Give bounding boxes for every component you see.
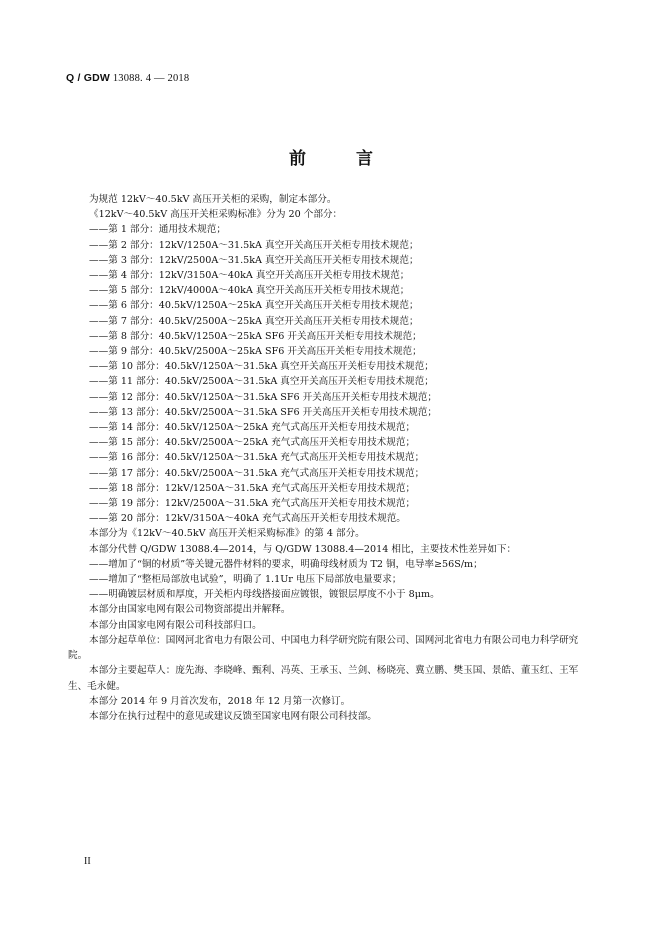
paragraph: 本部分在执行过程中的意见或建议反馈至国家电网有限公司科技部。 [89, 710, 377, 722]
drafters: 本部分主要起草人：庞先海、李晓峰、甄利、冯英、王承玉、兰剑、杨晓亮、冀立鹏、樊玉国、景皓、董玉红、王军生、毛永健。 [68, 665, 579, 692]
intro-line: 为规范 12kV～40.5kV 高压开关柜的采购，制定本部分。 [89, 194, 337, 205]
paragraph: 本部分代替 Q/GDW 13088.4—2014，与 Q/GDW 13088.4—2014 相比，主要技术性差异如下： [89, 543, 517, 555]
part-item: ——第 14 部分：40.5kV/1250A～25kA 充气式高压开关柜专用技术规范； [89, 422, 416, 434]
part-item: ——第 13 部分：40.5kV/2500A～31.5kA SF6 开关高压开关柜专用技术规范； [89, 406, 437, 418]
page-title: 前 言 [289, 149, 395, 169]
foreword-body [68, 192, 592, 724]
document-header [66, 72, 189, 84]
part-item: ——第 3 部分：12kV/2500A～31.5kA 真空开关高压开关柜专用技术规范； [89, 254, 419, 266]
part-item: ——第 16 部分：40.5kV/1250A～31.5kA 充气式高压开关柜专用技术规范； [89, 452, 425, 464]
part-item: ——第 12 部分：40.5kV/1250A～31.5kA SF6 开关高压开关柜专用技术规范； [89, 391, 437, 403]
paragraph: 本部分 2014 年 9 月首次发布，2018 年 12 月第一次修订。 [89, 695, 351, 707]
part-item: ——第 20 部分：12kV/3150A～40kA 充气式高压开关柜专用技术规范。 [89, 513, 406, 525]
standard-code: Q / GDW [66, 72, 110, 84]
part-item: ——第 1 部分：通用技术规范； [89, 224, 226, 236]
part-item: ——第 2 部分：12kV/1250A～31.5kA 真空开关高压开关柜专用技术规范； [89, 239, 419, 251]
part-item: ——第 4 部分：12kV/3150A～40kA 真空开关高压开关柜专用技术规范； [89, 270, 410, 282]
part-item: ——第 15 部分：40.5kV/2500A～25kA 充气式高压开关柜专用技术规范； [89, 437, 416, 449]
drafting-units: 本部分起草单位：国网河北省电力有限公司、中国电力科学研究院有限公司、国网河北省电力有限公司电力科学研究院。 [68, 634, 579, 662]
part-item: ——第 9 部分：40.5kV/2500A～25kA SF6 开关高压开关柜专用技术规范； [89, 346, 422, 358]
change-item: ——增加了“铜的材质”等关键元器件材料的要求，明确母线材质为 T2 铜，电导率≥56S/m； [89, 558, 483, 570]
part-item: ——第 11 部分：40.5kV/2500A～31.5kA 真空开关高压开关柜专用技术规范； [89, 376, 434, 388]
page-number: II [84, 856, 91, 867]
part-item: ——第 17 部分：40.5kV/2500A～31.5kA 充气式高压开关柜专用技术规范； [89, 467, 425, 479]
standard-number: 13088. 4 — 2018 [112, 73, 190, 84]
paragraph: 本部分为《12kV～40.5kV 高压开关柜采购标准》的第 4 部分。 [89, 528, 365, 540]
part-item: ——第 10 部分：40.5kV/1250A～31.5kA 真空开关高压开关柜专用技术规范； [89, 361, 434, 373]
part-item: ——第 18 部分：12kV/1250A～31.5kA 充气式高压开关柜专用技术规范； [89, 482, 416, 494]
intro-line: 《12kV～40.5kV 高压开关柜采购标准》分为 20 个部分： [89, 209, 343, 221]
change-item: ——明确镀层材质和厚度，开关柜内母线搭接面应镀银，镀银层厚度不小于 8μm。 [89, 589, 440, 601]
part-item: ——第 7 部分：40.5kV/2500A～25kA 真空开关高压开关柜专用技术规范； [89, 315, 419, 327]
part-item: ——第 5 部分：12kV/4000A～40kA 真空开关高压开关柜专用技术规范； [89, 285, 410, 297]
change-item: ——增加了“整柜局部放电试验”，明确了 1.1Ur 电压下局部放电量要求； [89, 574, 402, 586]
part-item: ——第 6 部分：40.5kV/1250A～25kA 真空开关高压开关柜专用技术规范； [89, 300, 419, 312]
part-item: ——第 19 部分：12kV/2500A～31.5kA 充气式高压开关柜专用技术规范； [89, 498, 416, 510]
paragraph: 本部分由国家电网有限公司科技部归口。 [89, 619, 262, 631]
part-item: ——第 8 部分：40.5kV/1250A～25kA SF6 开关高压开关柜专用技术规范； [89, 330, 422, 342]
paragraph: 本部分由国家电网有限公司物资部提出并解释。 [89, 604, 291, 616]
